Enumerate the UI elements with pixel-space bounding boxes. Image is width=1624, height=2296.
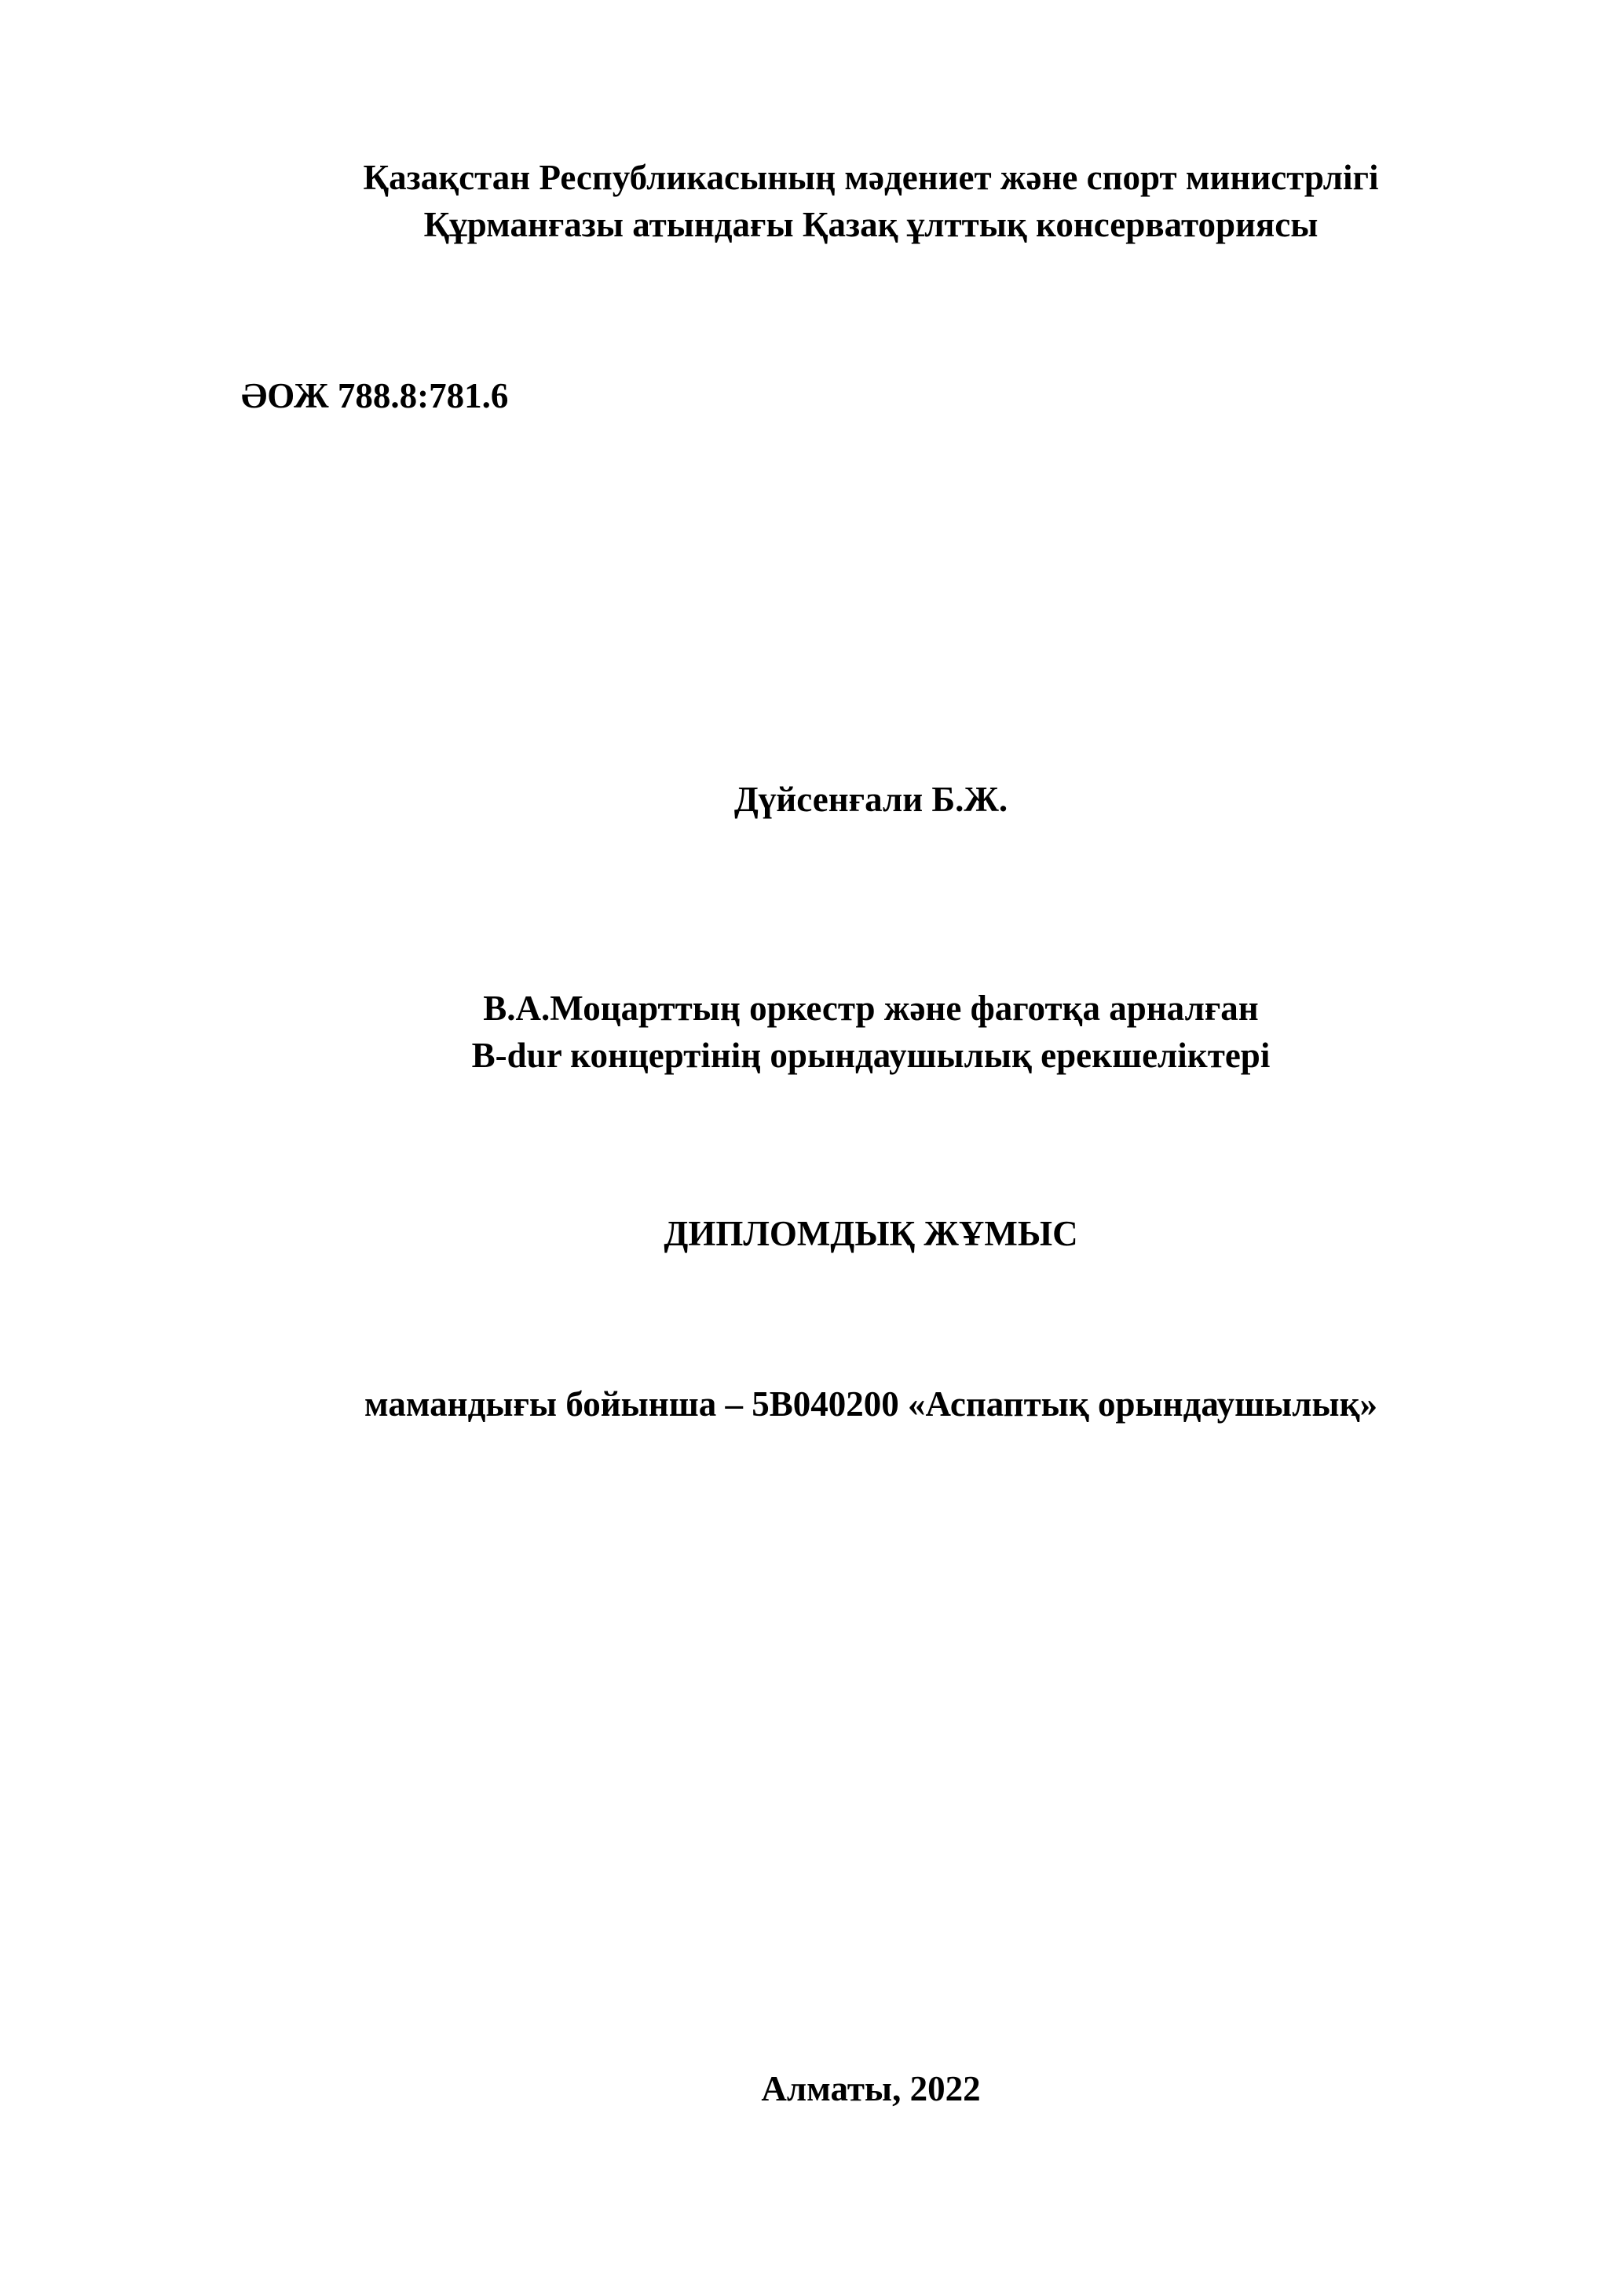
specialty: мамандығы бойынша – 5В040200 «Аспаптық орындаушылық»	[364, 1384, 1377, 1424]
thesis-title-line-1: В.А.Моцарттың оркестр және фаготқа арналған	[483, 989, 1259, 1028]
ministry-name: Қазақстан Республикасының мәдениет және спорт министрлігі	[363, 158, 1379, 197]
author-name: Дүйсенғали Б.Ж.	[733, 780, 1008, 819]
thesis-title	[0, 985, 1624, 1079]
thesis-title-line-2: B-dur концертінің орындаушылық ерекшеліктері	[471, 1036, 1271, 1075]
city-year: Алматы, 2022	[761, 2069, 981, 2108]
institution-name: Құрманғазы атындағы Қазақ ұлттық консерваториясы	[423, 205, 1319, 244]
udc-code: ӘОЖ 788.8:781.6	[241, 376, 509, 415]
organization-header	[0, 154, 1624, 248]
document-type: ДИПЛОМДЫҚ ЖҰМЫС	[664, 1214, 1078, 1253]
